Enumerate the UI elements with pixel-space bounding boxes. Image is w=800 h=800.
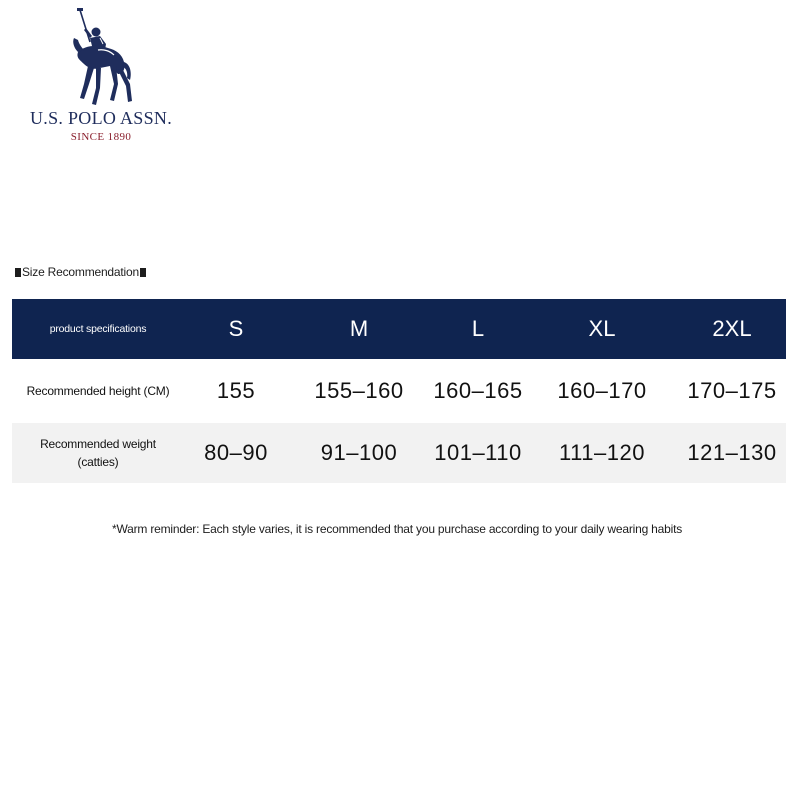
- row-label-weight-line2: (catties): [77, 455, 119, 469]
- table-header-row: [12, 299, 786, 359]
- height-m: 155–160: [314, 378, 404, 403]
- row-label-height: Recommended height (CM): [26, 384, 170, 398]
- size-l: L: [471, 316, 485, 341]
- weight-m: 91–100: [320, 440, 398, 465]
- row-label-weight: [12, 423, 184, 483]
- bracket-right-icon: [140, 268, 146, 277]
- row-label-weight-line1: Recommended weight: [40, 437, 156, 451]
- size-table: [12, 299, 786, 483]
- height-l: 160–165: [433, 378, 523, 403]
- size-s: S: [228, 316, 244, 341]
- height-xl: 160–170: [557, 378, 647, 403]
- brand-logo: [22, 8, 182, 144]
- height-2xl: 170–175: [687, 378, 777, 403]
- section-title-text: Size Recommendation: [22, 265, 139, 279]
- weight-xl: 111–120: [559, 440, 645, 465]
- section-title: [14, 265, 147, 279]
- weight-2xl: 121–130: [687, 440, 777, 465]
- header-label: product specifications: [49, 323, 147, 335]
- warm-reminder: *Warm reminder: Each style varies, it is recommended that you purchase according to your daily wearing habits: [111, 522, 683, 536]
- size-m: M: [349, 316, 369, 341]
- table-row: [12, 359, 786, 423]
- table-row: [12, 423, 786, 483]
- polo-player-icon: [70, 8, 134, 108]
- height-s: 155: [216, 378, 256, 403]
- size-xl: XL: [588, 316, 616, 341]
- weight-l: 101–110: [434, 440, 522, 465]
- size-2xl: 2XL: [712, 316, 752, 341]
- weight-s: 80–90: [204, 440, 268, 465]
- bracket-left-icon: [15, 268, 21, 277]
- brand-since: SINCE 1890: [70, 131, 132, 143]
- brand-name: U.S. POLO ASSN.: [29, 108, 173, 128]
